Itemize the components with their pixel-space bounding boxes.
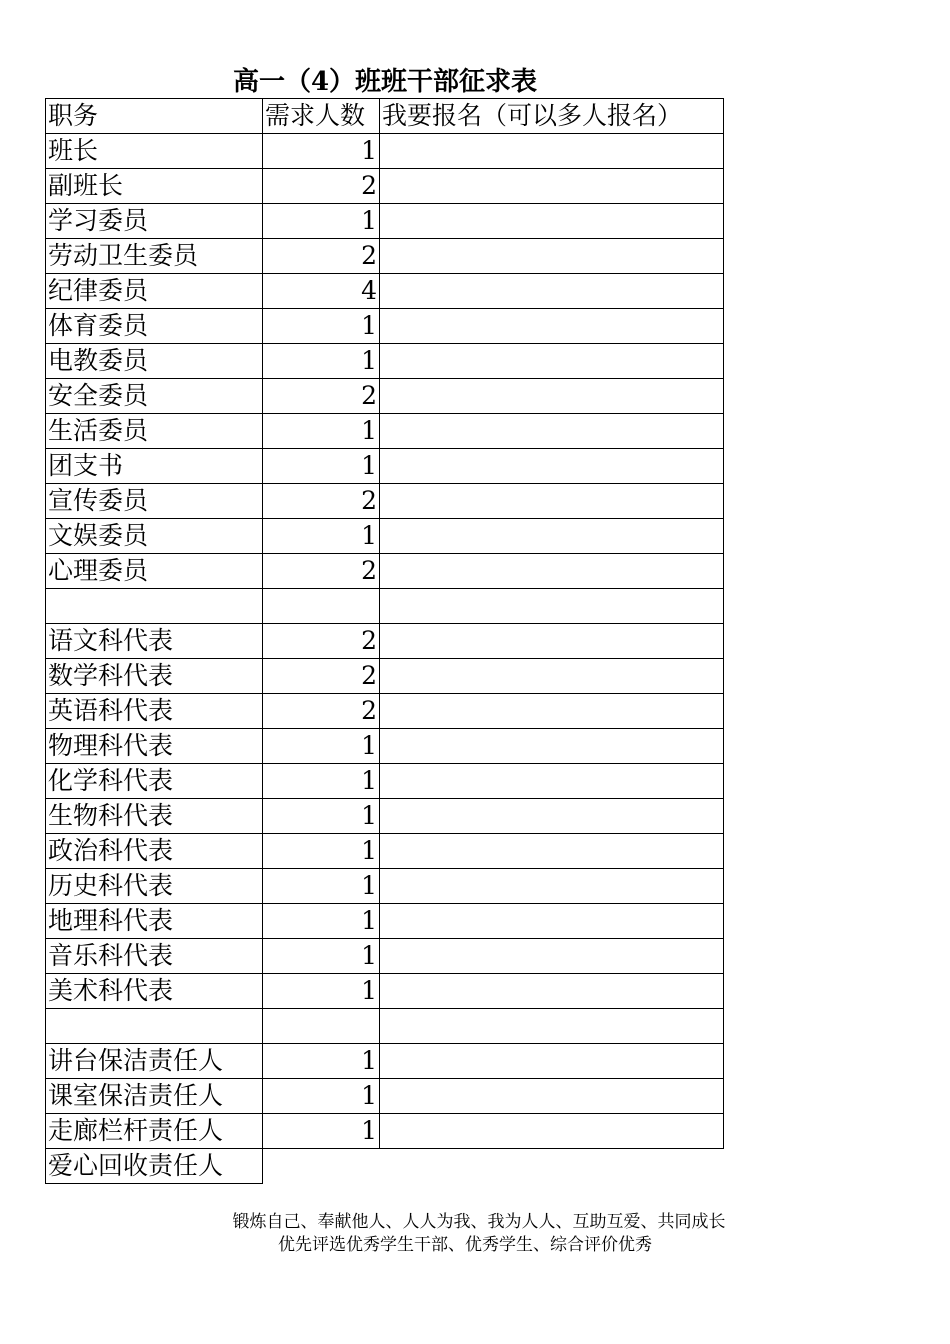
table-row: [46, 169, 724, 204]
role-cell: 团支书: [46, 449, 263, 484]
count-cell: 2: [263, 554, 380, 589]
table-row: [46, 309, 724, 344]
table-row: [46, 134, 724, 169]
role-cell: 宣传委员: [46, 484, 263, 519]
count-cell: 2: [263, 623, 380, 658]
signup-cell[interactable]: [380, 519, 724, 554]
role-cell: 电教委员: [46, 344, 263, 379]
table-row: [46, 903, 724, 938]
count-cell: 1: [263, 798, 380, 833]
signup-cell[interactable]: [380, 903, 724, 938]
role-cell: 英语科代表: [46, 693, 263, 728]
table-row: [46, 1043, 724, 1078]
table-row: [46, 763, 724, 798]
signup-cell[interactable]: [380, 693, 724, 728]
role-cell: [46, 1008, 263, 1043]
role-cell: 历史科代表: [46, 868, 263, 903]
signup-cell[interactable]: [380, 658, 724, 693]
count-cell: [263, 1008, 380, 1043]
count-cell: 2: [263, 658, 380, 693]
table-row: [46, 449, 724, 484]
signup-cell[interactable]: [380, 798, 724, 833]
signup-cell[interactable]: [380, 414, 724, 449]
count-cell: [263, 589, 380, 624]
signup-cell[interactable]: [380, 833, 724, 868]
table-row: [46, 484, 724, 519]
role-cell: 文娱委员: [46, 519, 263, 554]
count-cell: 4: [263, 274, 380, 309]
table-row: [46, 554, 724, 589]
table-row: [46, 589, 724, 624]
signup-cell[interactable]: [380, 204, 724, 239]
signup-cell[interactable]: [380, 484, 724, 519]
signup-cell[interactable]: [380, 623, 724, 658]
count-cell: 1: [263, 344, 380, 379]
sheet-title: 高一（4）班班干部征求表: [232, 67, 538, 97]
table-row: [46, 938, 724, 973]
signup-cell[interactable]: [380, 379, 724, 414]
role-cell: 爱心回收责任人: [46, 1148, 263, 1183]
table-row: [46, 1008, 724, 1043]
signup-cell[interactable]: [380, 973, 724, 1008]
table-row: [46, 693, 724, 728]
footer-slogan: 锻炼自己、奉献他人、人人为我、我为人人、互助互爱、共同成长: [232, 1212, 726, 1232]
role-cell: 安全委员: [46, 379, 263, 414]
table-row: [46, 274, 724, 309]
count-cell: 1: [263, 868, 380, 903]
signup-cell[interactable]: [380, 1113, 724, 1148]
count-cell: 1: [263, 728, 380, 763]
table-row: [46, 344, 724, 379]
role-cell: 生活委员: [46, 414, 263, 449]
count-cell: 2: [263, 169, 380, 204]
count-cell: 1: [263, 519, 380, 554]
empty-cell: [263, 1148, 380, 1183]
count-cell: 1: [263, 973, 380, 1008]
header-count: 需求人数: [263, 99, 380, 134]
table-row: [46, 798, 724, 833]
role-cell: 地理科代表: [46, 903, 263, 938]
role-cell: 讲台保洁责任人: [46, 1043, 263, 1078]
role-cell: 纪律委员: [46, 274, 263, 309]
role-cell: 政治科代表: [46, 833, 263, 868]
role-cell: 副班长: [46, 169, 263, 204]
signup-cell[interactable]: [380, 309, 724, 344]
role-cell: 课室保洁责任人: [46, 1078, 263, 1113]
signup-cell[interactable]: [380, 728, 724, 763]
table-row: [46, 519, 724, 554]
signup-cell[interactable]: [380, 1008, 724, 1043]
signup-cell[interactable]: [380, 239, 724, 274]
count-cell: 1: [263, 449, 380, 484]
role-cell: 生物科代表: [46, 798, 263, 833]
signup-cell[interactable]: [380, 134, 724, 169]
table-row: [46, 658, 724, 693]
role-cell: 物理科代表: [46, 728, 263, 763]
role-cell: 班长: [46, 134, 263, 169]
header-signup: 我要报名（可以多人报名）: [380, 99, 724, 134]
signup-cell[interactable]: [380, 868, 724, 903]
count-cell: 1: [263, 414, 380, 449]
header-role: 职务: [46, 99, 263, 134]
count-cell: 2: [263, 379, 380, 414]
empty-cell: [380, 1148, 724, 1183]
signup-cell[interactable]: [380, 449, 724, 484]
table-row: [46, 623, 724, 658]
table-row: [46, 973, 724, 1008]
count-cell: 2: [263, 239, 380, 274]
table-row: [46, 1148, 724, 1183]
role-cell: 音乐科代表: [46, 938, 263, 973]
role-cell: 数学科代表: [46, 658, 263, 693]
role-cell: [46, 589, 263, 624]
count-cell: 1: [263, 1078, 380, 1113]
role-cell: 劳动卫生委员: [46, 239, 263, 274]
role-cell: 走廊栏杆责任人: [46, 1113, 263, 1148]
header-row: [46, 99, 724, 134]
footer-benefit: 优先评选优秀学生干部、优秀学生、综合评价优秀: [278, 1235, 652, 1255]
count-cell: 1: [263, 134, 380, 169]
count-cell: 1: [263, 763, 380, 798]
count-cell: 1: [263, 1113, 380, 1148]
count-cell: 1: [263, 309, 380, 344]
signup-cell[interactable]: [380, 274, 724, 309]
table-row: [46, 379, 724, 414]
count-cell: 2: [263, 693, 380, 728]
table-row: [46, 1113, 724, 1148]
count-cell: 1: [263, 204, 380, 239]
role-cell: 学习委员: [46, 204, 263, 239]
signup-cell[interactable]: [380, 589, 724, 624]
count-cell: 2: [263, 484, 380, 519]
signup-cell[interactable]: [380, 1043, 724, 1078]
role-cell: 语文科代表: [46, 623, 263, 658]
signup-cell[interactable]: [380, 554, 724, 589]
signup-cell[interactable]: [380, 938, 724, 973]
role-cell: 美术科代表: [46, 973, 263, 1008]
cadre-recruitment-table: [45, 98, 724, 1184]
count-cell: 1: [263, 938, 380, 973]
signup-cell[interactable]: [380, 1078, 724, 1113]
table-row: [46, 833, 724, 868]
table-row: [46, 239, 724, 274]
table-row: [46, 728, 724, 763]
signup-cell[interactable]: [380, 763, 724, 798]
table-row: [46, 1078, 724, 1113]
count-cell: 1: [263, 833, 380, 868]
signup-cell[interactable]: [380, 344, 724, 379]
role-cell: 化学科代表: [46, 763, 263, 798]
role-cell: 心理委员: [46, 554, 263, 589]
table-row: [46, 868, 724, 903]
table-row: [46, 204, 724, 239]
table-row: [46, 414, 724, 449]
signup-cell[interactable]: [380, 169, 724, 204]
role-cell: 体育委员: [46, 309, 263, 344]
count-cell: 1: [263, 1043, 380, 1078]
count-cell: 1: [263, 903, 380, 938]
